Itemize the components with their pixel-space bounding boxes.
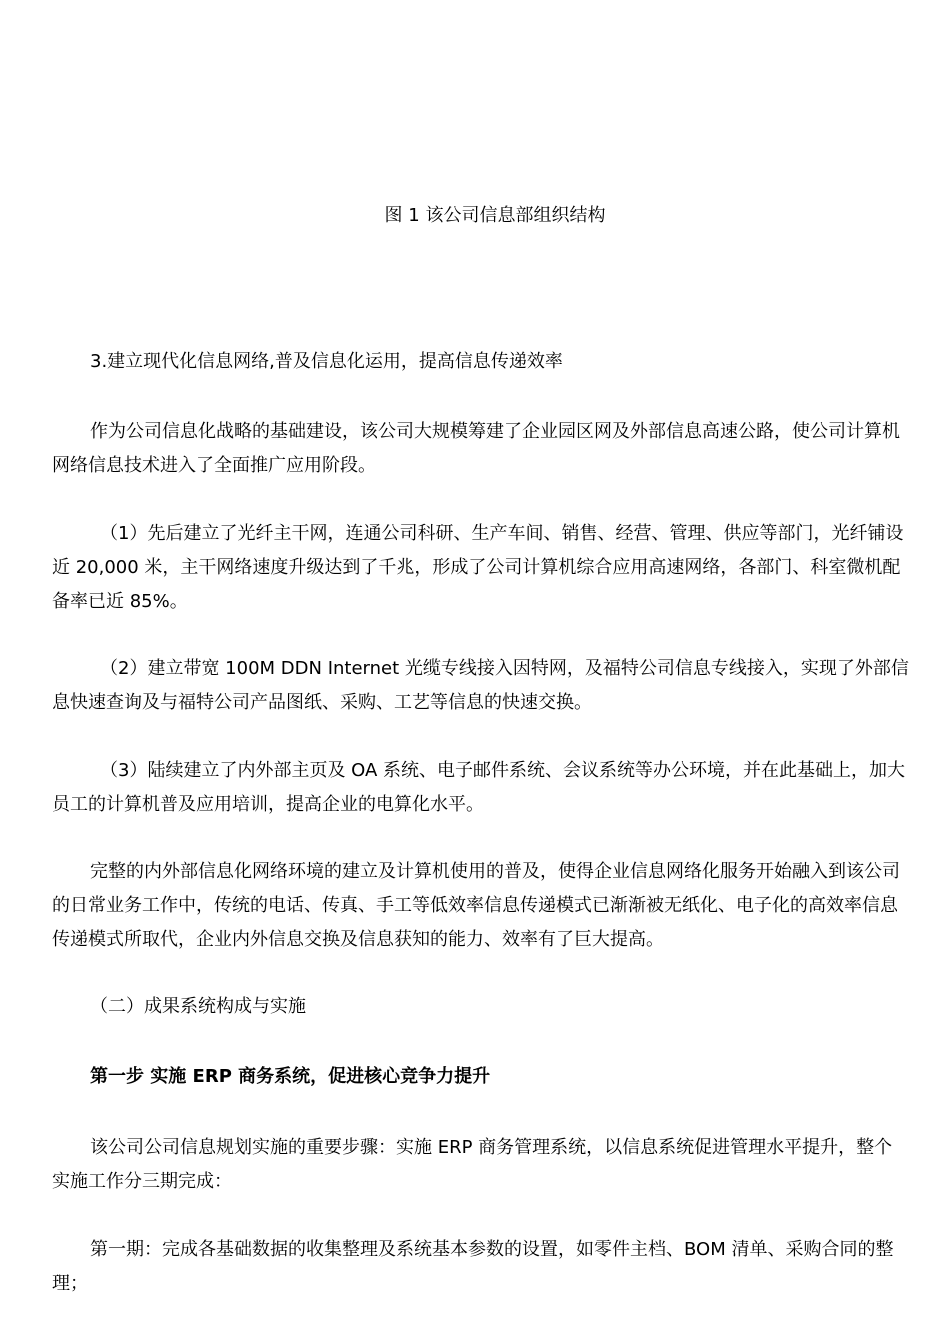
step-one-heading: 第一步 实施 ERP 商务系统，促进核心竞争力提升	[90, 1066, 491, 1087]
paragraph-erp-intro: 该公司公司信息规划实施的重要步骤：实施 ERP 商务管理系统，以信息系统促进管理水平提升，整个实施工作分三期完成：	[52, 1137, 893, 1192]
paragraph-summary: 完整的内外部信息化网络环境的建立及计算机使用的普及，使得企业信息网络化服务开始融入到该公司的日常业务工作中，传统的电话、传真、手工等低效率信息传递模式已渐渐被无纸化、电子化的高效率信息传递模式所取代，企业内外信息交换及信息获知的能力、效率有了巨大提高。	[52, 861, 900, 950]
section-heading-network: 3.建立现代化信息网络,普及信息化运用，提高信息传递效率	[90, 351, 563, 372]
section-heading-results: （二）成果系统构成与实施	[90, 996, 306, 1017]
paragraph-item-1: （1）先后建立了光纤主干网，连通公司科研、生产车间、销售、经营、管理、供应等部门，光纤铺设近 20,000 米，主干网络速度升级达到了千兆，形成了公司计算机综合应用高速网络，各部门、科室微机配备率已近 85%。	[52, 523, 904, 612]
paragraph-item-3: （3）陆续建立了内外部主页及 OA 系统、电子邮件系统、会议系统等办公环境，并在此基础上，加大员工的计算机普及应用培训，提高企业的电算化水平。	[52, 760, 906, 815]
paragraph-item-2: （2）建立带宽 100M DDN Internet 光缆专线接入因特网，及福特公司信息专线接入，实现了外部信息快速查询及与福特公司产品图纸、采购、工艺等信息的快速交换。	[52, 658, 909, 713]
paragraph-phase-one: 第一期：完成各基础数据的收集整理及系统基本参数的设置，如零件主档、BOM 清单、采购合同的整理；	[52, 1239, 894, 1294]
figure-caption: 图 1 该公司信息部组织结构	[384, 205, 606, 226]
paragraph-infrastructure: 作为公司信息化战略的基础建设，该公司大规模筹建了企业园区网及外部信息高速公路，使公司计算机网络信息技术进入了全面推广应用阶段。	[52, 421, 900, 476]
